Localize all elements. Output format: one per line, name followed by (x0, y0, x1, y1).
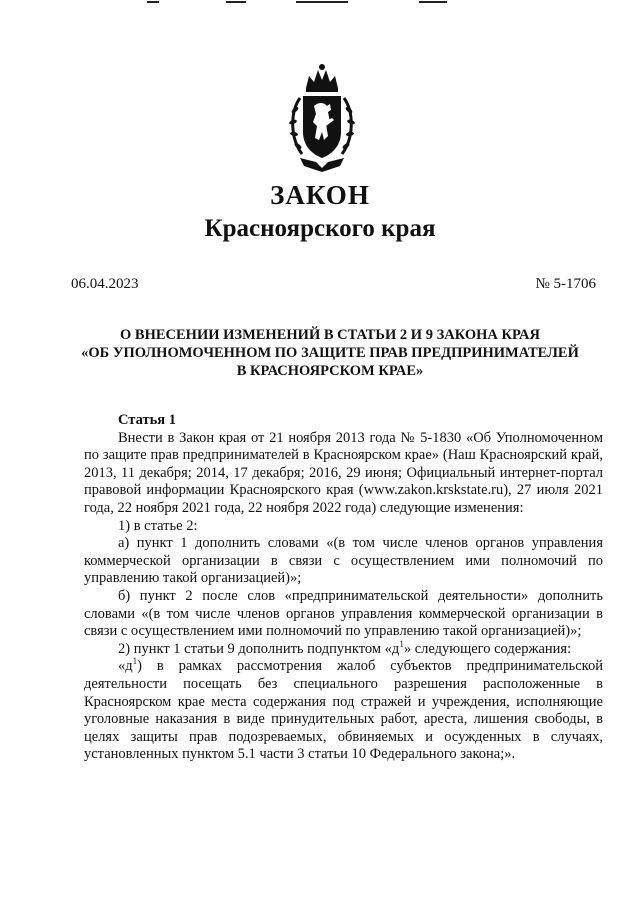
article-title: Статья 1 (118, 412, 176, 428)
law-heading (60, 326, 600, 380)
paragraph: Внести в Закон края от 21 ноября 2013 года № 5-1830 «Об Уполномоченном по защите прав предпринимателей в Красноярском крае» (Наш Красноярский край, 2013, 11 декабря; 2014, 17 декабря; 2016, 29 июня; Официальный интернет-портал правовой информации Красноярского края (www.zakon.krskstate.ru), 27 июля 2021 года, 22 ноября 2021 года, 22 ноября 2022 года) следующие изменения: (84, 429, 603, 516)
coat-of-arms-icon (286, 62, 358, 174)
paragraph: 1) в статье 2: (118, 517, 198, 534)
text-fragment: ) в рамках рассмотрения жалоб субъектов предпринимательской деятельности посещать без специального разрешения расположенные в Красноярском крае места содержания под стражей и учреждения, исполняющие уголовные наказания в виде принудительных работ, ареста, лишения свободы, в целях защиты прав подозреваемых, обвиняемых и осужденных в случаях, установленных пунктом 5.1 части 3 статьи 10 Федерального закона;». (84, 658, 603, 763)
heading-line: О ВНЕСЕНИИ ИЗМЕНЕНИЙ В СТАТЬИ 2 И 9 ЗАКОНА КРАЯ (120, 327, 540, 343)
superscript: 1 (132, 656, 138, 667)
document-date: 06.04.2023 (71, 276, 139, 292)
paragraph: б) пункт 2 после слов «предпринимательской деятельности» дополнить словами «(в том числе членов органов управления коммерческой организации в связи с осуществлением ими полномочий по управлению такой организацией)»; (84, 587, 603, 640)
document-body (84, 412, 603, 764)
heading-line: В КРАСНОЯРСКОМ КРАЕ» (236, 363, 424, 379)
document-subtitle: Красноярского края (204, 215, 436, 242)
text-fragment: » следующего содержания: (403, 640, 572, 657)
document-title: ЗАКОН (270, 180, 370, 210)
paragraph-quote (84, 658, 603, 764)
text-fragment: 2) пункт 1 статьи 9 дополнить подпунктом «д (118, 640, 400, 657)
scan-artifacts (0, 0, 640, 8)
superscript: 1 (399, 638, 404, 649)
paragraph: а) пункт 1 дополнить словами «(в том числе членов органов управления коммерческой организации в связи с осуществлением ими полномочий по управлению такой организацией)»; (84, 535, 603, 587)
heading-line: «ОБ УПОЛНОМОЧЕННОМ ПО ЗАЩИТЕ ПРАВ ПРЕДПРИНИМАТЕЛЕЙ (81, 345, 579, 361)
text-fragment: «д (118, 658, 133, 675)
paragraph-item-2 (84, 638, 603, 659)
document-number: № 5-1706 (535, 276, 596, 292)
